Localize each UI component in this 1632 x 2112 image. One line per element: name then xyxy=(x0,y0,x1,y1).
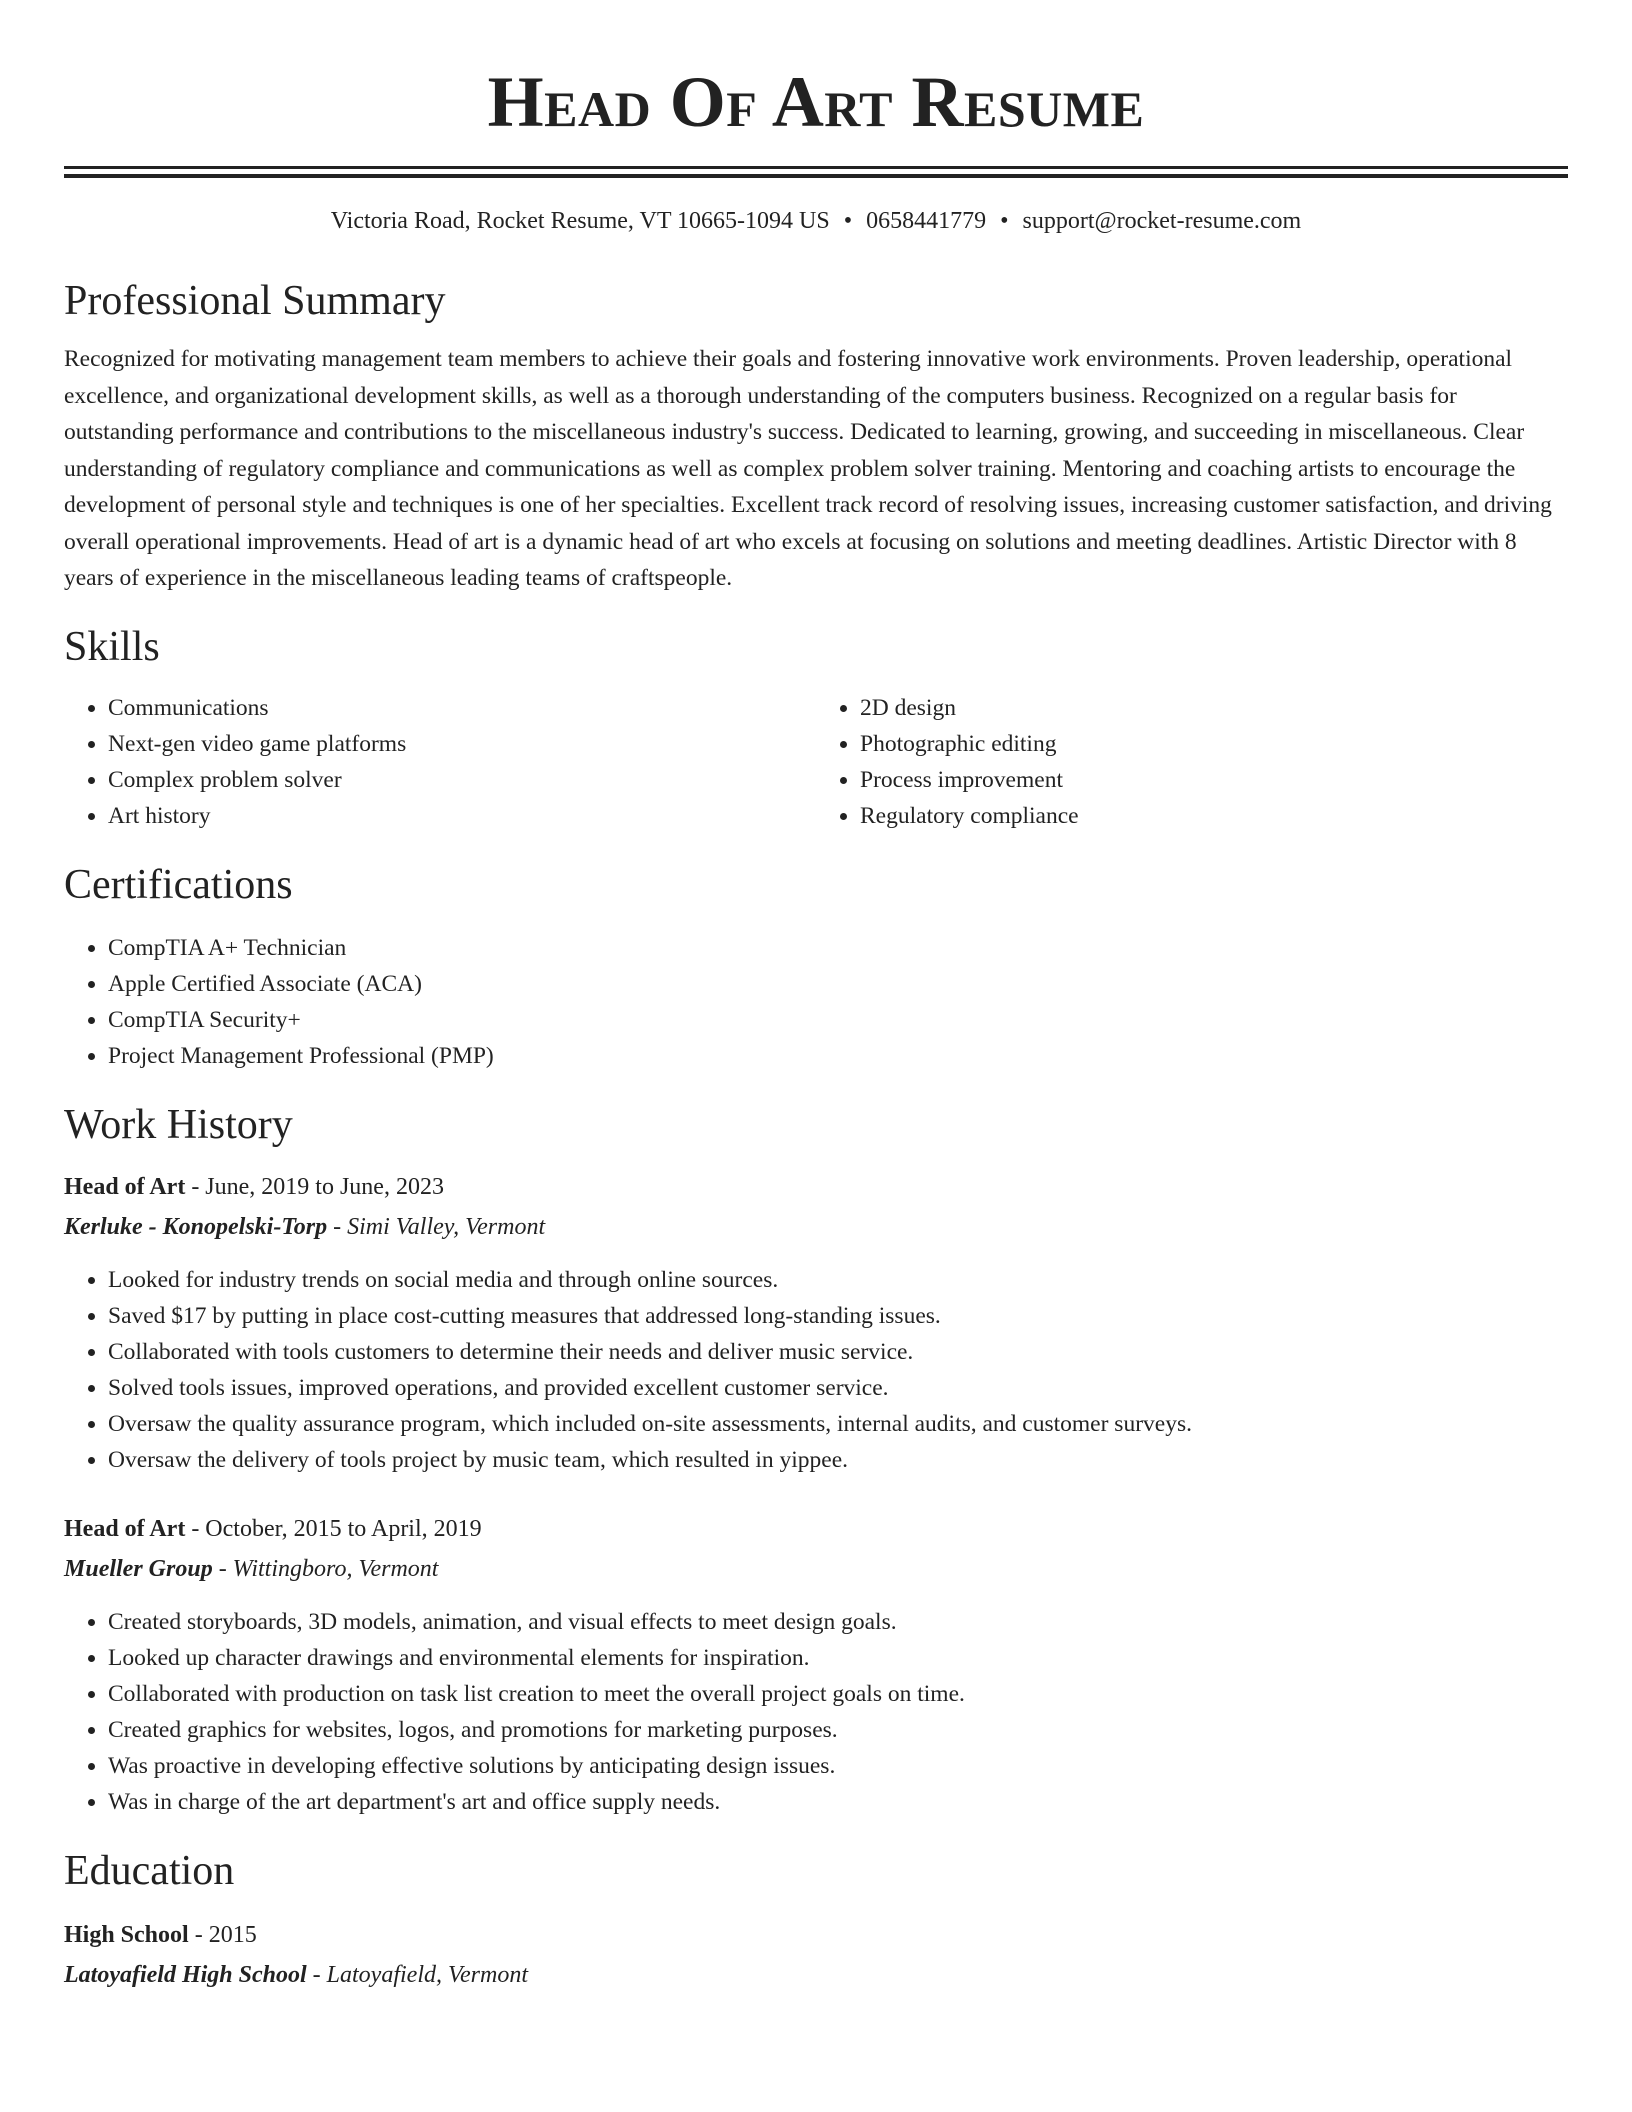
job-header xyxy=(64,1514,1568,1544)
job-entry xyxy=(64,1514,1568,1820)
job-dates: - June, 2019 to June, 2023 xyxy=(185,1173,444,1200)
job-bullet: • Saved $17 by putting in place cost-cutting measures that addressed long-standing issues. xyxy=(108,1298,1568,1334)
summary-text: Recognized for motivating management team members to achieve their goals and fostering innovative work environments. Proven leadership, operational excellence, and organizational development skills, as well as a thorough understanding of the computers business. Recognized on a regular basis for outstanding performance and contributions to the miscellaneous industry's success. Dedicated to learning, growing, and succeeding in miscellaneous. Clear understanding of regulatory compliance and communications as well as complex problem solver training. Mentoring and coaching artists to encourage the development of personal style and techniques is one of her specialties. Excellent track record of resolving issues, increasing customer satisfaction, and driving overall operational improvements. Head of art is a dynamic head of art who excels at focusing on solutions and meeting deadlines. Artistic Director with 8 years of experience in the miscellaneous leading teams of craftspeople. xyxy=(64,346,1552,591)
certification-item: • Apple Certified Associate (ACA) xyxy=(108,966,1568,1002)
summary-heading: Professional Summary xyxy=(64,278,446,324)
title-divider-thin xyxy=(64,166,1568,169)
job-bullet: • Was proactive in developing effective solutions by anticipating design issues. xyxy=(108,1748,1568,1784)
education-heading: Education xyxy=(64,1847,235,1894)
job-dates: - October, 2015 to April, 2019 xyxy=(185,1515,482,1542)
job-bullet: • Looked for industry trends on social media and through online sources. xyxy=(108,1262,1568,1298)
skills-heading: Skills xyxy=(64,623,160,670)
certifications-heading: Certifications xyxy=(64,861,293,908)
skill-item: • 2D design xyxy=(860,690,1568,726)
skill-item: • Process improvement xyxy=(860,762,1568,798)
company-name: Kerluke - Konopelski-Torp xyxy=(64,1213,328,1240)
certification-item: • CompTIA A+ Technician xyxy=(108,930,1568,966)
job-header xyxy=(64,1172,1568,1202)
job-bullet: • Collaborated with tools customers to determine their needs and deliver music service. xyxy=(108,1334,1568,1370)
contact-separator: • xyxy=(1000,208,1009,234)
contact-address: Victoria Road, Rocket Resume, VT 10665-1094 US xyxy=(330,208,830,234)
job-employer xyxy=(64,1554,1568,1584)
skill-item: • Next-gen video game platforms xyxy=(108,726,816,762)
company-name: Mueller Group xyxy=(64,1555,213,1582)
company-location: - Simi Valley, Vermont xyxy=(327,1213,546,1240)
job-title: Head of Art xyxy=(64,1173,186,1200)
certification-item: • CompTIA Security+ xyxy=(108,1002,1568,1038)
job-bullet: • Looked up character drawings and environmental elements for inspiration. xyxy=(108,1640,1568,1676)
school-name: Latoyafield High School xyxy=(64,1961,307,1988)
page-title: Head Of Art Resume xyxy=(487,62,1145,142)
skill-item: • Communications xyxy=(108,690,816,726)
job-bullet: • Created graphics for websites, logos, and promotions for marketing purposes. xyxy=(108,1712,1568,1748)
job-bullet: • Solved tools issues, improved operations, and provided excellent customer service. xyxy=(108,1370,1568,1406)
skills-list xyxy=(64,690,1568,834)
skill-item: • Art history xyxy=(108,798,816,834)
job-employer xyxy=(64,1212,1568,1242)
resume-page xyxy=(64,0,1568,1990)
job-bullets xyxy=(64,1604,1568,1820)
job-bullets xyxy=(64,1262,1568,1478)
education-degree: High School xyxy=(64,1921,189,1948)
skill-item: • Complex problem solver xyxy=(108,762,816,798)
education-header xyxy=(64,1920,1568,1950)
job-bullet: • Oversaw the quality assurance program, which included on-site assessments, internal audits, and customer surveys. xyxy=(108,1406,1568,1442)
title-divider-thick xyxy=(64,174,1568,178)
job-title: Head of Art xyxy=(64,1515,186,1542)
certification-item: • Project Management Professional (PMP) xyxy=(108,1038,1568,1074)
school-location: - Latoyafield, Vermont xyxy=(306,1961,528,1988)
work-history-heading: Work History xyxy=(64,1101,293,1148)
contact-separator: • xyxy=(843,208,853,234)
company-location: - Wittingboro, Vermont xyxy=(212,1555,439,1582)
education-year: - 2015 xyxy=(188,1921,257,1948)
job-bullet: • Oversaw the delivery of tools project by music team, which resulted in yippee. xyxy=(108,1442,1568,1478)
skills-column-left xyxy=(64,690,816,834)
contact-phone: 0658441779 xyxy=(866,208,987,234)
education-school xyxy=(64,1960,1568,1990)
job-bullet: • Created storyboards, 3D models, animation, and visual effects to meet design goals. xyxy=(108,1604,1568,1640)
skills-column-right xyxy=(816,690,1568,834)
contact-info xyxy=(64,206,1568,236)
job-bullet: • Collaborated with production on task list creation to meet the overall project goals on time. xyxy=(108,1676,1568,1712)
certifications-list xyxy=(64,930,1568,1074)
job-entry xyxy=(64,1172,1568,1478)
contact-email: support@rocket-resume.com xyxy=(1022,208,1302,234)
skill-item: • Photographic editing xyxy=(860,726,1568,762)
job-bullet: • Was in charge of the art department's art and office supply needs. xyxy=(108,1784,1568,1820)
skill-item: • Regulatory compliance xyxy=(860,798,1568,834)
